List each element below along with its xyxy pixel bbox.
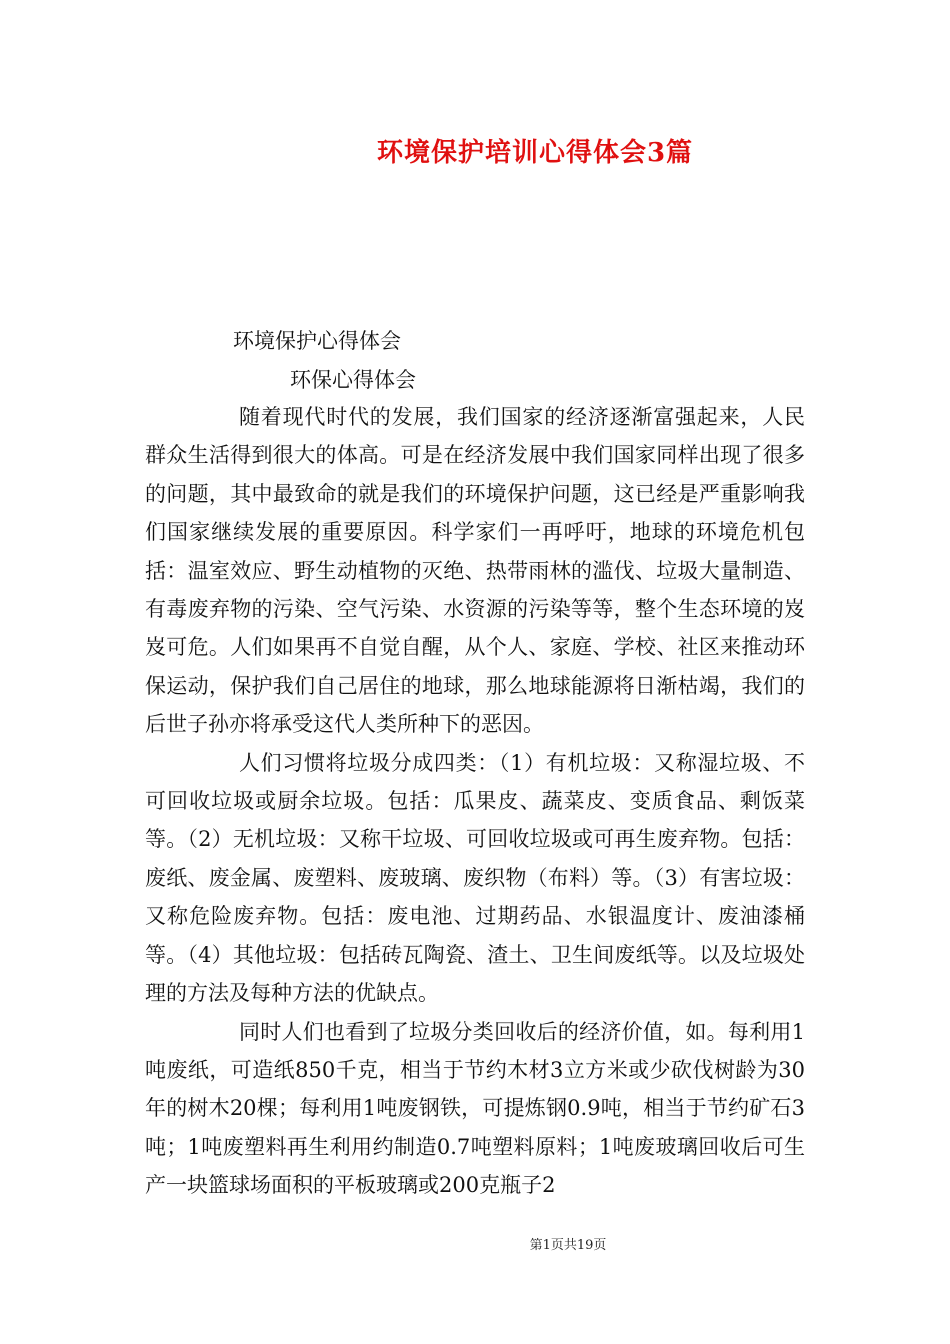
section-heading: 环境保护心得体会 [233, 329, 401, 353]
subsection-heading: 环保心得体会 [290, 368, 416, 392]
paragraph-1: 随着现代时代的发展，我们国家的经济逐渐富强起来，人民群众生活得到很大的体高。可是在经济发展中我们国家同样出现了很多的问题，其中最致命的就是我们的环境保护问题，这已经是严重影响我们国家继续发展的重要原因。科学家们一再呼吁，地球的环境危机包括：温室效应、野生动植物的灭绝、热带雨林的滥伐、垃圾大量制造、有毒废弃物的污染、空气污染、水资源的污染等等，整个生态环境的岌岌可危。人们如果再不自觉自醒，从个人、家庭、学校、社区来推动环保运动，保护我们自己居住的地球，那么地球能源将日渐枯竭，我们的后世子孙亦将承受这代人类所种下的恶因。 [145, 405, 805, 737]
paragraph-3: 同时人们也看到了垃圾分类回收后的经济价值，如。每利用1吨废纸，可造纸850千克，相当于节约木材3立方米或少砍伐树龄为30年的树木20棵；每利用1吨废钢铁，可提炼钢0.9吨，相当于节约矿石3吨；1吨废塑料再生利用约制造0.7吨塑料原料；1吨废玻璃回收后可生产一块篮球场面积的平板玻璃或200克瓶子2 [145, 1019, 805, 1198]
document-title: 环境保护培训心得体会3篇 [376, 138, 694, 168]
page-footer: 第1页共19页 [529, 1238, 607, 1253]
body-text [145, 398, 805, 1205]
paragraph-2: 人们习惯将垃圾分成四类：（1）有机垃圾：又称湿垃圾、不可回收垃圾或厨余垃圾。包括：瓜果皮、蔬菜皮、变质食品、剩饭菜等。（2）无机垃圾：又称干垃圾、可回收垃圾或可再生废弃物。包括：废纸、废金属、废塑料、废玻璃、废织物（布料）等。（3）有害垃圾：又称危险废弃物。包括：废电池、过期药品、水银温度计、废油漆桶等。（4）其他垃圾：包括砖瓦陶瓷、渣土、卫生间废纸等。以及垃圾处理的方法及每种方法的优缺点。 [145, 750, 805, 1006]
